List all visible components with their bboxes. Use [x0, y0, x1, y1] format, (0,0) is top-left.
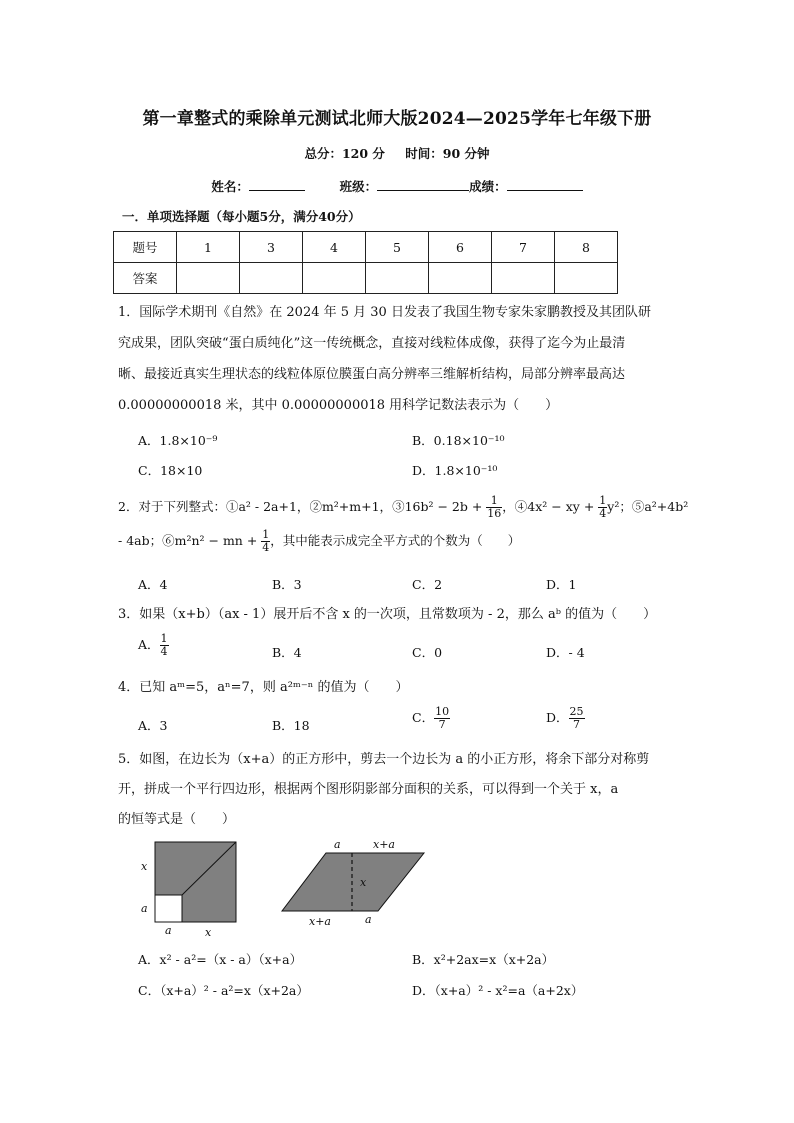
q4-c-den: 7 [438, 718, 446, 731]
answer-table [113, 231, 618, 294]
q2-option-a[interactable]: A．4 [138, 577, 168, 592]
label-a-left: a [141, 902, 148, 915]
q4-option-d-label: D． [546, 710, 569, 725]
q3-frac-den: 4 [160, 645, 168, 658]
question-number-cell: 4 [303, 232, 366, 263]
name-label: 姓名： [211, 179, 249, 194]
q5-line3: 的恒等式是（ ） [118, 812, 236, 827]
q1-option-c[interactable]: C．18×10 [138, 463, 203, 478]
total-score: 总分：120 分 [304, 146, 385, 161]
q4-option-c-frac [434, 706, 450, 731]
q2-frac3-num: 1 [486, 495, 502, 508]
question-5 [118, 745, 678, 835]
q2-line2 [118, 524, 688, 558]
q1-line1: 1．国际学术期刊《自然》在 2024 年 5 月 30 日发表了我国生物专家朱家鹏教授及其团队研 [118, 305, 651, 320]
answer-cell[interactable] [492, 263, 555, 294]
name-blank[interactable] [249, 178, 305, 191]
q5-option-a[interactable]: A．x² - a²=（x - a）（x+a） [138, 952, 303, 967]
q2-item1: ①a² - 2a+1， [225, 499, 310, 514]
q1-line4: 0.00000000018 米，其中 0.00000000018 用科学记数法表示为（ ） [118, 398, 559, 413]
label-a-bottom: a [165, 924, 172, 937]
score-label: 成绩： [469, 179, 507, 194]
q4-option-d[interactable] [546, 706, 585, 731]
q4-d-num: 25 [569, 705, 584, 718]
exam-time: 时间：90 分钟 [405, 146, 490, 161]
question-number-cell: 8 [555, 232, 618, 263]
question-number-cell: 3 [240, 232, 303, 263]
answer-label-cell: 答案 [114, 263, 177, 294]
q2-frac3 [486, 495, 502, 520]
q3-frac-num: 1 [160, 632, 168, 645]
q5-option-d[interactable]: D．（x+a）² - x²=a（a+2x） [412, 983, 584, 998]
q1-line3: 晰、最接近真实生理状态的线粒体原位膜蛋白高分辨率三维解析结构，局部分辨率最高达 [118, 367, 626, 382]
q2-item5: ⑤a²+4b² [631, 499, 689, 514]
question-number-cell: 1 [177, 232, 240, 263]
q2-item2: ②m²+m+1， [309, 499, 393, 514]
q2-frac4-den: 4 [599, 507, 607, 520]
q2-item3-end: ， [502, 499, 515, 514]
question-number-cell: 5 [366, 232, 429, 263]
score-blank[interactable] [507, 178, 583, 191]
q2-prefix: 2．对于下列整式： [118, 499, 226, 514]
q3-option-d[interactable]: D．- 4 [546, 645, 585, 660]
figure-square [130, 836, 250, 948]
parallelogram-shaded [282, 853, 424, 911]
q2-frac3-den: 16 [487, 507, 502, 520]
q1-option-a[interactable]: A．1.8×10⁻⁹ [138, 433, 218, 448]
q1-option-b[interactable]: B．0.18×10⁻¹⁰ [412, 433, 505, 448]
answer-cell[interactable] [429, 263, 492, 294]
answer-cell[interactable] [303, 263, 366, 294]
q2-item3: ③16b² − 2b + [392, 499, 487, 514]
answer-cell[interactable] [555, 263, 618, 294]
q2-frac6 [261, 529, 270, 554]
q5-option-c[interactable]: C．（x+a）² - a²=x（x+2a） [138, 983, 309, 998]
q2-line1 [118, 490, 688, 524]
answer-table-answer-row [114, 263, 618, 294]
q3-option-a-frac [160, 633, 169, 658]
question-1 [118, 297, 678, 421]
exam-meta [0, 144, 794, 162]
q2-option-d[interactable]: D．1 [546, 577, 577, 592]
question-2 [118, 490, 688, 558]
label-x-left: x [141, 860, 148, 873]
q2-item4: ④4x² − xy + [514, 499, 599, 514]
student-info [0, 177, 794, 195]
q3-option-c[interactable]: C．0 [412, 645, 443, 660]
q2-item4-end: y²； [607, 499, 632, 514]
q3-option-b[interactable]: B．4 [272, 645, 302, 660]
q4-c-num: 10 [435, 705, 450, 718]
answer-cell[interactable] [177, 263, 240, 294]
question-4: 4．已知 aᵐ=5，aⁿ=7，则 a²ᵐ⁻ⁿ 的值为（ ） [118, 680, 409, 695]
q2-frac6-num: 1 [262, 528, 270, 541]
q2-option-c[interactable]: C．2 [412, 577, 443, 592]
q4-option-b[interactable]: B．18 [272, 718, 310, 733]
q1-line2: 究成果，团队突破“蛋白质纯化”这一传统概念，直接对线粒体成像，获得了迄今为止最清 [118, 336, 626, 351]
label-x-plus-a-top: x+a [373, 838, 395, 851]
q4-option-d-frac [569, 706, 585, 731]
q5-option-b[interactable]: B．x²+2ax=x（x+2a） [412, 952, 555, 967]
question-3: 3．如果（x+b）（ax - 1）展开后不含 x 的一次项，且常数项为 - 2，那么 aᵇ 的值为（ ） [118, 607, 657, 622]
class-blank[interactable] [377, 178, 469, 191]
label-x-bottom: x [205, 926, 212, 939]
q2-frac6-den: 4 [262, 541, 270, 554]
answer-cell[interactable] [366, 263, 429, 294]
q2-option-b[interactable]: B．3 [272, 577, 302, 592]
table-header-cell: 题号 [114, 232, 177, 263]
label-a-top: a [334, 838, 341, 851]
q3-option-a-label: A． [138, 637, 160, 652]
q1-option-d[interactable]: D．1.8×10⁻¹⁰ [412, 463, 498, 478]
small-square-cutout [155, 895, 182, 922]
q4-option-c-label: C． [412, 710, 435, 725]
q5-line1: 5．如图，在边长为（x+a）的正方形中，剪去一个边长为 a 的小正方形，将余下部分对称剪 [118, 752, 650, 767]
question-number-cell: 6 [429, 232, 492, 263]
figure-parallelogram [278, 836, 438, 934]
q2-frac4 [598, 495, 607, 520]
section-title: 一．单项选择题（每小题5分，满分40分） [122, 209, 361, 224]
q5-line2: 开，拼成一个平行四边形，根据两个图形阴影部分面积的关系，可以得到一个关于 x，a [118, 782, 619, 797]
q2-item6: - 4ab；⑥m²n² − mn + [118, 533, 262, 548]
q4-d-den: 7 [573, 718, 581, 731]
q2-line2-end: ，其中能表示成完全平方式的个数为（ ） [270, 533, 521, 548]
q4-option-c[interactable] [412, 706, 450, 731]
answer-table-header-row [114, 232, 618, 263]
answer-cell[interactable] [240, 263, 303, 294]
q2-frac4-num: 1 [599, 494, 607, 507]
label-x-middle: x [360, 876, 367, 889]
label-a-bottom: a [365, 913, 372, 926]
q4-option-a[interactable]: A．3 [138, 718, 168, 733]
label-x-plus-a-bottom: x+a [309, 915, 331, 928]
question-number-cell: 7 [492, 232, 555, 263]
q3-option-a[interactable] [138, 633, 169, 658]
class-label: 班级： [339, 179, 378, 194]
exam-title: 第一章整式的乘除单元测试北师大版2024—2025学年七年级下册 [142, 109, 652, 129]
